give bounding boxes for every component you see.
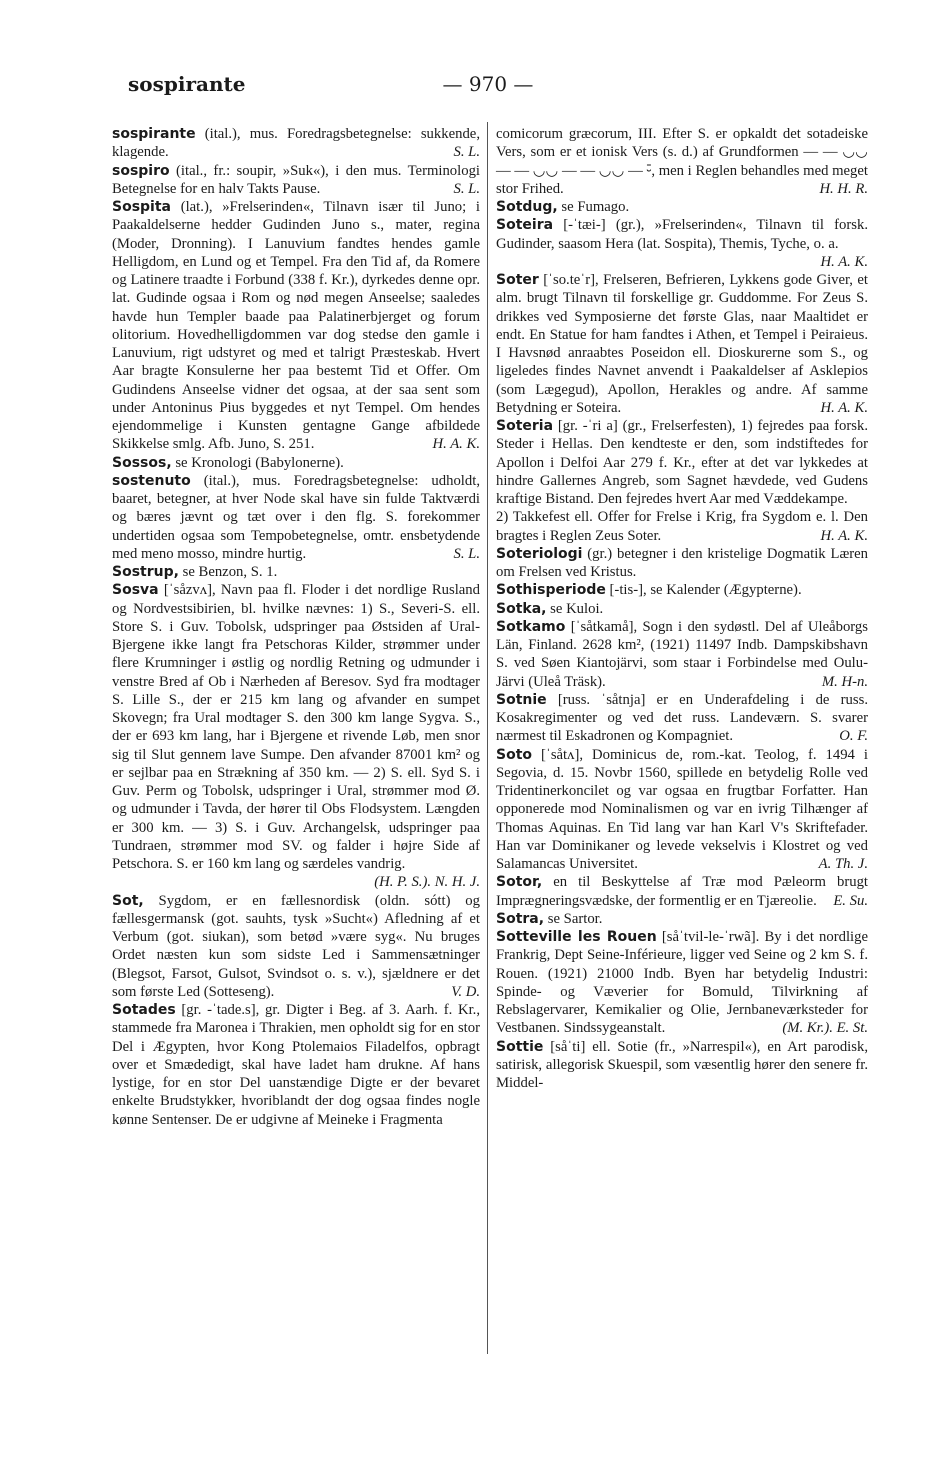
entry-text: se Sartor. [544,910,603,927]
entry-headword: Sotdug, [496,199,558,215]
dictionary-entry [496,928,868,1038]
dictionary-entry [496,873,868,910]
entry-text: (ital., fr.: soupir, »Suk«), i den mus. Terminologi Betegnelse for en halv Takts Pause. [112,162,480,197]
entry-headword: Soteira [496,217,554,234]
dictionary-entry [496,581,868,599]
entry-headword: Sottie [496,1038,544,1055]
entry-text: [russ. ˈsåtnja] er en Underafdeling i de russ. Kosakregimenter og ved det russ. Landeværn. S. svarer nærmest til Eskadronen og Kompagniet. [496,691,868,745]
entry-headword: Sotkamo [496,618,566,635]
entry-text: (ital.), mus. Foredragsbetegnelse: sukkende, klagende. [112,126,480,161]
entry-headword: sostenuto [112,472,191,489]
dictionary-entry [496,600,868,618]
entry-headword: sospiro [112,162,170,179]
dictionary-entry [496,691,868,746]
entry-signature: H. A. K. [820,527,868,544]
entry-headword: Soto [496,746,533,763]
entry-text: en til Beskyttelse af Træ mod Pæleorm brugt Imprægneringsvædske, der formentlig er en Tjæreolie. [496,874,868,909]
dictionary-entry [112,454,480,472]
entry-text: 2) Takkefest ell. Offer for Frelse i Krig, fra Sygdom e. l. Den bragtes i Reglen Zeus Soter. [496,509,868,544]
dictionary-entry [112,892,480,1002]
entry-headword: Soteriologi [496,545,583,562]
entry-text: [-ˈtæi-] (gr.), »Frelserinden«, Tilnavn til forsk. Gudinder, saasom Hera (lat. Sospita), Themis, Tyche, o. a. [496,217,868,252]
entry-text: se Kuloi. [546,600,604,617]
entry-text: [såˈti] ell. Sotie (fr., »Narrespil«), en Art parodisk, satirisk, allegorisk Skuespil, som væsentlig hører den senere fr. Middel- [496,1038,868,1091]
entry-signature: H. A. K. [820,253,868,270]
entry-signature: H. A. K. [820,399,868,416]
entry-headword: sospirante [112,126,196,142]
entry-text: [ˈsåtʌ], Dominicus de, rom.-kat. Teolog, f. 1494 i Segovia, d. 15. Novbr 1560, spillede en betydelig Rolle ved Tridentinerkoncilet og var ogsaa en frugtbar Forfatter. Han opponerede mod Nominalismen og var en ivrig Tilhænger af Thomas Aquinas. En Tid lang var han Karl V's Skriftefader. Han var Dominikaner og levede vekselvis i Klostret og ved Salamancas Universitet. [496,746,868,872]
entry-signature: H. H. R. [819,180,868,197]
head-word: sospirante [128,72,246,96]
entry-headword: Sossos, [112,454,172,471]
entry-headword: Sotteville les Rouen [496,929,657,945]
entry-signature: (H. P. S.). N. H. J. [374,874,480,891]
entry-signature: (M. Kr.). E. St. [782,1020,868,1037]
dictionary-entry [496,125,868,198]
dictionary-entry [496,508,868,545]
entry-headword: Sotnie [496,691,547,708]
column-divider [487,122,488,1354]
entry-text: [ˈsåtkamå], Sogn i den sydøstl. Del af Uleåborgs Län, Finland. 2628 km², (1921) 11497 Indb. Dampskibshavn S. ved Søen Kiantojärvi, som staar i Forbindelse med Oulu-Järvi (Uleå Träsk). [496,618,868,690]
dictionary-entry [496,271,868,417]
entry-headword: Sot, [112,892,144,909]
dictionary-entry [112,581,480,891]
entry-signature: S. L. [453,545,480,562]
dictionary-entry [496,545,868,582]
entry-signature: E. Su. [833,892,868,909]
entry-text: se Kronologi (Babylonerne). [171,454,344,471]
dictionary-entry [112,563,480,581]
dictionary-entry [496,1038,868,1093]
entry-signature: S. L. [453,180,480,197]
entry-headword: Sotor, [496,874,543,891]
entry-text: [-tis-], se Kalender (Ægypterne). [605,582,802,599]
entry-text: comicorum græcorum, III. Efter S. er opkaldt det sotadeiske Vers, som er et ionisk Vers (s. d.) af Grundformen — — ◡◡ — — ◡◡ — — ◡◡ — ⏑̄, men i Reglen behandles med meget stor Frihed. [496,126,868,197]
entry-text: se Benzon, S. 1. [178,564,278,580]
entry-headword: Sospita [112,199,171,215]
entry-text: (gr.) betegner i den kristelige Dogmatik Læren om Frelsen ved Kristus. [496,545,868,580]
entry-headword: Sothisperiode [496,582,606,599]
dictionary-entry [112,1001,480,1129]
right-column [496,125,868,1092]
entry-text: [ˈso.teˈr], Frelseren, Befrieren, Lykkens gode Giver, et alm. brugt Tilnavn til forskellige gr. Guddomme. For Zeus S. drikkes ved Symposierne det første Glas, naar Maaltidet er endt. En Statue for ham fandtes i Athen, et Tempel i Peiraieus. I Havsnød anraabtes Poseidon ell. Dioskurerne som S., og ligeledes findes Navnet anvendt i Paakaldelser af Asklepios (som Lægegud), Apollon, Herakles og andre. Af samme Betydning er Soteira. [496,272,868,416]
entry-text: se Fumago. [557,199,630,215]
entry-text: [såˈtvil-le-ˈrwã]. By i det nordlige Frankrig, Dept Seine-Inférieure, ligger ved Seine og 2 km S. f. Rouen. (1921) 21000 Indb. Byen har betydelig Industri: Spinde- og Væverier for Bomuld, Tilvirkning af Rebslagervarer, Kemikalier og Olie, Jernbaneværksteder for Vestbanen. Sindssygeanstalt. [496,929,868,1037]
entry-text: [gr. -ˈtade.s], gr. Digter i Beg. af 3. Aarh. f. Kr., stammede fra Maronea i Thrakien, men opholdt sig for en stor Del i Ægypten, hvor Kong Ptolemaios Filadelfos, opbragt over et Smædedigt, skal have ladet ham drukne. Af hans lystige, for en stor Del uanstændige Digte er der bevaret enkelte Brudstykker, hvoriblandt der dog ogsaa findes nogle kønne Sentenser. De er udgivne af Meineke i Fragmenta [112,1002,480,1128]
entry-signature: O. F. [839,728,868,745]
dictionary-entry [496,910,868,928]
entry-headword: Sosva [112,582,159,599]
entry-headword: Sostrup, [112,564,179,580]
dictionary-entry [112,472,480,563]
entry-headword: Sotra, [496,910,545,927]
entry-text: Sygdom, er en fællesnordisk (oldn. sótt) og fællesgermansk (got. sauhts, tysk »Sucht«) Afledning af et Verbum (got. siukan), som betød »være syg«. Nu bruges Ordet næsten kun som sidste Led i Sammensætninger (Blegsot, Farsot, Gulsot, Svindsot o. s. v.), sjældnere er det som første Led (Sotteseng). [112,892,480,1000]
entry-headword: Soteria [496,418,554,434]
dictionary-entry [496,417,868,508]
entry-headword: Sotka, [496,600,547,617]
entry-signature: H. A. K. [432,436,480,453]
entry-signature: M. H-n. [821,673,868,690]
page-number: — 970 — [442,72,534,96]
dictionary-entry [496,198,868,216]
entry-signature: S. L. [453,144,480,161]
dictionary-entry [112,162,480,199]
entry-signature: A. Th. J. [818,856,868,872]
dictionary-entry [496,618,868,691]
entry-text: (ital.), mus. Foredragsbetegnelse: udholdt, baaret, betegner, at hver Node skal have sin fulde Taktværdi og bæres jævnt og tæt over i den flg. S. forekommer undertiden ogsaa som Tempobetegnelse, omtr. ensbetydende med meno mosso, mindre hurtig. [112,472,480,562]
dictionary-entry [112,198,480,454]
entry-text: [gr. -ˈri a] (gr., Frelserfesten), 1) fejredes paa forsk. Steder i Hellas. Den kendteste er den, som indstiftedes for Apollon i Delfoi Aar 279 f. Kr., efter at det var lykkedes at hindre Gallernes Angreb, som Sagnet hævdede, ved Gudens kraftige Bistand. Den fejredes hvert Aar med Væddekampe. [496,418,868,507]
left-column [112,125,480,1129]
entry-text: [ˈsåzvʌ], Navn paa fl. Floder i det nordlige Rusland og Nordvestsibirien, bl. hvilke nævnes: 1) S., Severi-S. ell. Store S. i Guv. Tobolsk, udspringer paa Østsiden af Ural-Bjergene ikke langt fra Petschoras Kilder, strømmer under flere Krumninger i østlig og nordlig Retning og udmunder i venstre Bred af Ob i Nærheden af Beresov. Syd fra modtager S. Lille S., der er 215 km lang og afvander en sumpet Skovegn; fra Ural modtager S. den 300 km lange Sygva. S., der er 693 km lang, har i Bjergene et rivende Løb, men snor sig til Slut gennem lave Sumpe. Den afvander 87001 km² og er sejlbar paa en Strækning af 350 km. — 2) S. ell. Syd S. i Guv. Perm og Tobolsk, udspringer i Ural, strømmer mod Ø. og udmunder i Tavda, der hører til Obs Flodsystem. Længden er 300 km. — 3) S. i Guv. Archangelsk, udspringer paa Tundraen, strømmer mod SV. og falder i højre Side af Petschora. S. er 160 km lang og særdeles vandrig. [112,582,480,872]
running-head [128,72,848,102]
entry-signature: V. D. [451,983,480,1000]
dictionary-entry [112,125,480,162]
entry-headword: Sotades [112,1002,176,1018]
dictionary-entry [496,216,868,271]
entry-headword: Soter [496,272,539,288]
entry-text: (lat.), »Frelserinden«, Tilnavn især til Juno; i Paakaldelserne hedder Gudinden Juno s., mater, regina (Moder, Dronning). I Lanuvium fandtes hendes gamle Helligdom, en Lund og et Tempel. Fra den Tid af, da Romere og Latinere traadte i Forbund (338 f. Kr.), dyrkedes denne opr. lat. Gudinde ogsaa i Rom og nød megen Anseelse; saaledes havde hun Templer baade paa Palatinerbjerget og forum olitorium. Hovedhelligdommen var dog stedse den gamle i Lanuvium, rigt udstyret og med et talrigt Præsteskab. Hvert Aar bragte Konsulerne her paa bestemt Tid et Offer. Om Gudindens Anseelse vidner det ogsaa, at der saa sent som under Antoninus Pius byggedes et nyt Tempel. Om hendes ejendommelige i Kunsten gentagne Gange afbildede Skikkelse smlg. Afb. Juno, S. 251. [112,199,480,453]
dictionary-entry [496,746,868,874]
